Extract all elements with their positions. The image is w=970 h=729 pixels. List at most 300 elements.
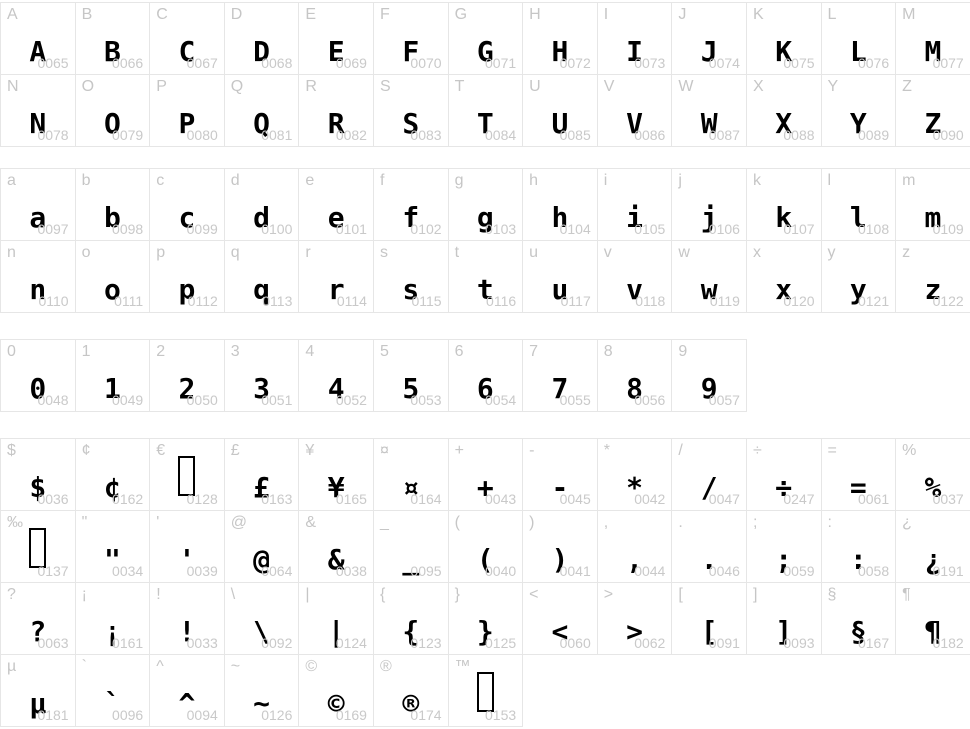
char-label: , <box>603 514 609 531</box>
glyph-cell-0060[interactable] <box>523 583 598 655</box>
glyph-cell-0128[interactable] <box>150 439 225 511</box>
glyph-cell-0118[interactable] <box>598 241 673 313</box>
char-label: + <box>454 442 464 459</box>
char-label: ¶ <box>902 586 911 603</box>
code-label: 0161 <box>112 635 144 651</box>
char-label: y <box>827 244 836 261</box>
code-label: 0079 <box>112 127 144 143</box>
glyph-cell-0137[interactable] <box>1 511 76 583</box>
code-label: 0124 <box>335 635 367 651</box>
pixel-glyph: _ <box>402 543 420 576</box>
glyph-cell-0163[interactable] <box>225 439 300 511</box>
glyph-cell-0100[interactable] <box>225 169 300 241</box>
char-label: ™ <box>454 658 471 675</box>
glyph-cell-0109[interactable] <box>896 169 970 241</box>
pixel-glyph: = <box>849 471 867 504</box>
glyph-cell-0058[interactable] <box>822 511 897 583</box>
pixel-glyph: ! <box>178 615 196 648</box>
code-label: 0120 <box>783 293 815 309</box>
char-label: % <box>902 442 917 459</box>
pixel-glyph: ¿ <box>924 543 942 576</box>
code-label: 0057 <box>708 392 740 408</box>
code-label: 0169 <box>335 707 367 723</box>
char-label: S <box>379 78 391 95</box>
char-label: V <box>603 78 615 95</box>
glyph-cell-0167[interactable] <box>822 583 897 655</box>
glyph-cell-0074[interactable] <box>672 3 747 75</box>
pixel-glyph: a <box>29 201 47 234</box>
char-label: C <box>156 6 168 23</box>
code-label: 0053 <box>410 392 442 408</box>
char-label: s <box>379 244 388 261</box>
pixel-glyph: i <box>626 201 643 234</box>
char-label: o <box>81 244 91 261</box>
glyph-cell-0039[interactable] <box>150 511 225 583</box>
code-label: 0125 <box>485 635 517 651</box>
code-label: 0074 <box>708 55 740 71</box>
char-label: e <box>305 172 315 189</box>
char-label: ( <box>454 514 460 531</box>
glyph-cell-0065[interactable] <box>1 3 76 75</box>
glyph-cell-0068[interactable] <box>225 3 300 75</box>
char-label: 9 <box>678 343 688 360</box>
pixel-glyph: § <box>849 615 867 648</box>
char-label: - <box>529 442 535 459</box>
glyph-cell-0056[interactable] <box>598 340 673 412</box>
glyph-cell-0048[interactable] <box>1 340 76 412</box>
glyph-cell-0047[interactable] <box>672 439 747 511</box>
char-label: H <box>529 6 541 23</box>
glyph-cell-0169[interactable] <box>299 655 374 727</box>
pixel-glyph: d <box>253 201 270 234</box>
glyph-cell-0165[interactable] <box>299 439 374 511</box>
code-label: 0099 <box>186 221 218 237</box>
pixel-glyph: P <box>178 107 196 140</box>
code-label: 0072 <box>559 55 591 71</box>
code-label: 0071 <box>485 55 517 71</box>
pixel-glyph: z <box>924 273 942 306</box>
glyph-cell-0038[interactable] <box>299 511 374 583</box>
pixel-glyph: D <box>253 35 270 68</box>
glyph-cell-0041[interactable] <box>523 511 598 583</box>
pixel-glyph: 0 <box>29 372 47 405</box>
code-label: 0054 <box>485 392 517 408</box>
glyph-cell-0083[interactable] <box>374 75 449 147</box>
pixel-glyph: k <box>775 201 793 234</box>
glyph-row <box>1 655 970 727</box>
char-label: { <box>379 586 386 603</box>
char-label: l <box>827 172 832 189</box>
code-label: 0075 <box>783 55 815 71</box>
glyph-cell-0122[interactable] <box>896 241 970 313</box>
glyph-cell-0066[interactable] <box>76 3 151 75</box>
code-label: 0123 <box>410 635 442 651</box>
char-label: ? <box>7 586 16 603</box>
glyph-cell-0036[interactable] <box>1 439 76 511</box>
pixel-glyph: , <box>626 543 643 576</box>
pixel-glyph: £ <box>253 471 270 504</box>
glyph-cell-0043[interactable] <box>449 439 524 511</box>
glyph-cell-0092[interactable] <box>225 583 300 655</box>
glyph-cell-0076[interactable] <box>822 3 897 75</box>
glyph-cell-0124[interactable] <box>299 583 374 655</box>
glyph-cell-0086[interactable] <box>598 75 673 147</box>
pixel-glyph: ÷ <box>775 471 793 504</box>
glyph-cell-0119[interactable] <box>672 241 747 313</box>
pixel-glyph: ? <box>29 615 47 648</box>
glyph-cell-0090[interactable] <box>896 75 970 147</box>
code-label: 0084 <box>485 127 517 143</box>
char-label: ; <box>752 514 758 531</box>
char-label: ' <box>156 514 160 531</box>
glyph-cell-0033[interactable] <box>150 583 225 655</box>
glyph-cell-0121[interactable] <box>822 241 897 313</box>
glyph-cell-0247[interactable] <box>747 439 822 511</box>
glyph-cell-0061[interactable] <box>822 439 897 511</box>
glyph-cell-0089[interactable] <box>822 75 897 147</box>
char-label: Y <box>827 78 839 95</box>
pixel-glyph: n <box>29 273 47 306</box>
code-label: 0052 <box>335 392 367 408</box>
pixel-glyph: x <box>775 273 793 306</box>
char-label: T <box>454 78 465 95</box>
code-label: 0191 <box>932 563 964 579</box>
glyph-cell-0080[interactable] <box>150 75 225 147</box>
char-label: : <box>827 514 832 531</box>
code-label: 0112 <box>187 293 218 309</box>
glyph-cell-0094[interactable] <box>150 655 225 727</box>
char-label: € <box>156 442 166 459</box>
char-label: A <box>7 6 18 23</box>
pixel-glyph: W <box>700 107 718 140</box>
pixel-glyph: / <box>700 471 718 504</box>
glyph-cell-0104[interactable] <box>523 169 598 241</box>
glyph-cell-0125[interactable] <box>449 583 524 655</box>
code-label: 0082 <box>335 127 367 143</box>
glyph-cell-0102[interactable] <box>374 169 449 241</box>
glyph-cell-0049[interactable] <box>76 340 151 412</box>
char-label: D <box>230 6 243 23</box>
code-label: 0077 <box>932 55 964 71</box>
char-label: X <box>752 78 764 95</box>
code-label: 0070 <box>410 55 442 71</box>
glyph-cell-0085[interactable] <box>523 75 598 147</box>
glyph-cell-0106[interactable] <box>672 169 747 241</box>
char-label: F <box>379 6 390 23</box>
glyph-cell-0078[interactable] <box>1 75 76 147</box>
char-label: § <box>827 586 837 603</box>
glyph-cell-0084[interactable] <box>449 75 524 147</box>
pixel-glyph: . <box>700 543 718 576</box>
glyph-cell-0091[interactable] <box>672 583 747 655</box>
char-label: N <box>7 78 19 95</box>
code-label: 0038 <box>335 563 367 579</box>
glyph-cell-0123[interactable] <box>374 583 449 655</box>
glyph-cell-0081[interactable] <box>225 75 300 147</box>
pixel-glyph: q <box>253 273 270 306</box>
glyph-cell-0040[interactable] <box>449 511 524 583</box>
code-label: 0113 <box>262 293 293 309</box>
glyph-cell-0096[interactable] <box>76 655 151 727</box>
pixel-glyph: r <box>327 273 345 306</box>
glyph-cell-0099[interactable] <box>150 169 225 241</box>
code-label: 0103 <box>485 221 517 237</box>
glyph-row <box>1 75 970 147</box>
code-label: 0045 <box>559 491 591 507</box>
char-label: M <box>902 6 916 23</box>
char-label: G <box>454 6 468 23</box>
char-label: . <box>678 514 683 531</box>
pixel-glyph: L <box>849 35 867 68</box>
pixel-glyph: m <box>924 201 942 234</box>
pixel-glyph: 3 <box>253 372 270 405</box>
glyph-cell-0059[interactable] <box>747 511 822 583</box>
char-label: k <box>752 172 761 189</box>
char-label: 8 <box>603 343 613 360</box>
pixel-glyph: I <box>626 35 643 68</box>
char-label: z <box>902 244 911 261</box>
char-label: 0 <box>7 343 16 360</box>
glyph-cell-0064[interactable] <box>225 511 300 583</box>
glyph-cell-0117[interactable] <box>523 241 598 313</box>
pixel-glyph: g <box>476 201 494 234</box>
notdef-box-glyph <box>178 456 195 496</box>
glyph-cell-0105[interactable] <box>598 169 673 241</box>
pixel-glyph: h <box>551 201 569 234</box>
char-label: R <box>305 78 317 95</box>
glyph-cell-0116[interactable] <box>449 241 524 313</box>
pixel-glyph: ( <box>476 543 494 576</box>
char-label: 6 <box>454 343 464 360</box>
char-label: | <box>305 586 310 603</box>
section-lowercase <box>0 168 970 313</box>
code-label: 0110 <box>38 293 69 309</box>
pixel-glyph: 7 <box>551 372 569 405</box>
pixel-glyph: } <box>476 615 494 648</box>
code-label: 0095 <box>410 563 442 579</box>
code-label: 0111 <box>114 293 144 309</box>
char-label: © <box>305 658 318 675</box>
char-label: ^ <box>156 658 164 675</box>
char-label: ‰ <box>7 514 23 531</box>
pixel-glyph: " <box>103 543 121 576</box>
glyph-cell-0057[interactable] <box>672 340 747 412</box>
glyph-cell-0087[interactable] <box>672 75 747 147</box>
code-label: 0114 <box>336 293 367 309</box>
char-label: w <box>678 244 690 261</box>
glyph-cell-0182[interactable] <box>896 583 970 655</box>
glyph-cell-0108[interactable] <box>822 169 897 241</box>
glyph-cell-0053[interactable] <box>374 340 449 412</box>
code-label: 0069 <box>335 55 367 71</box>
code-label: 0065 <box>37 55 69 71</box>
char-label: b <box>81 172 91 189</box>
glyph-cell-0046[interactable] <box>672 511 747 583</box>
glyph-cell-0162[interactable] <box>76 439 151 511</box>
char-label: * <box>603 442 610 459</box>
section-symbols <box>0 438 970 727</box>
pixel-glyph: V <box>626 107 643 140</box>
pixel-glyph: U <box>551 107 569 140</box>
glyph-cell-0055[interactable] <box>523 340 598 412</box>
pixel-glyph: Q <box>253 107 270 140</box>
glyph-cell-0054[interactable] <box>449 340 524 412</box>
glyph-row <box>1 340 747 412</box>
pixel-glyph: M <box>924 35 942 68</box>
char-label: O <box>81 78 95 95</box>
glyph-cell-0067[interactable] <box>150 3 225 75</box>
pixel-glyph: H <box>551 35 569 68</box>
code-label: 0098 <box>112 221 144 237</box>
glyph-cell-0098[interactable] <box>76 169 151 241</box>
pixel-glyph: ] <box>775 615 793 648</box>
code-label: 0091 <box>708 635 740 651</box>
glyph-cell-0070[interactable] <box>374 3 449 75</box>
code-label: 0164 <box>410 491 442 507</box>
char-label: Z <box>902 78 912 95</box>
glyph-cell-0093[interactable] <box>747 583 822 655</box>
glyph-cell-0097[interactable] <box>1 169 76 241</box>
char-label: d <box>230 172 240 189</box>
glyph-cell-0110[interactable] <box>1 241 76 313</box>
notdef-box-glyph <box>29 528 46 568</box>
glyph-cell-0075[interactable] <box>747 3 822 75</box>
code-label: 0102 <box>410 221 442 237</box>
glyph-cell-0045[interactable] <box>523 439 598 511</box>
char-label: u <box>529 244 539 261</box>
glyph-cell-0115[interactable] <box>374 241 449 313</box>
code-label: 0122 <box>932 293 964 309</box>
glyph-cell-0181[interactable] <box>1 655 76 727</box>
glyph-cell-0072[interactable] <box>523 3 598 75</box>
glyph-cell-0063[interactable] <box>1 583 76 655</box>
pixel-glyph: ; <box>775 543 793 576</box>
pixel-glyph: F <box>402 35 420 68</box>
glyph-cell-0120[interactable] <box>747 241 822 313</box>
code-label: 0043 <box>485 491 517 507</box>
glyph-cell-0062[interactable] <box>598 583 673 655</box>
char-label: K <box>752 6 764 23</box>
code-label: 0089 <box>857 127 890 143</box>
glyph-cell-0161[interactable] <box>76 583 151 655</box>
glyph-cell-0107[interactable] <box>747 169 822 241</box>
glyph-cell-0071[interactable] <box>449 3 524 75</box>
glyph-cell-0114[interactable] <box>299 241 374 313</box>
code-label: 0068 <box>261 55 293 71</box>
char-label: a <box>7 172 16 189</box>
glyph-cell-0191[interactable] <box>896 511 970 583</box>
pixel-glyph: © <box>327 687 345 720</box>
char-label: f <box>379 172 385 189</box>
pixel-glyph: ` <box>103 687 121 720</box>
glyph-cell-0113[interactable] <box>225 241 300 313</box>
glyph-cell-0164[interactable] <box>374 439 449 511</box>
code-label: 0044 <box>634 563 666 579</box>
char-label: = <box>827 442 837 459</box>
glyph-cell-0174[interactable] <box>374 655 449 727</box>
pixel-glyph: l <box>849 201 867 234</box>
glyph-cell-0052[interactable] <box>299 340 374 412</box>
pixel-glyph: v <box>626 273 643 306</box>
glyph-cell-0153[interactable] <box>449 655 524 727</box>
code-label: 0041 <box>559 563 591 579</box>
pixel-glyph: ¶ <box>924 615 942 648</box>
pixel-glyph: 1 <box>103 372 121 405</box>
glyph-cell-0082[interactable] <box>299 75 374 147</box>
glyph-cell-0050[interactable] <box>150 340 225 412</box>
pixel-glyph: 8 <box>626 372 643 405</box>
code-label: 0039 <box>186 563 218 579</box>
code-label: 0153 <box>485 707 517 723</box>
glyph-cell-0088[interactable] <box>747 75 822 147</box>
code-label: 0126 <box>261 707 293 723</box>
code-label: 0117 <box>560 293 591 309</box>
pixel-glyph: ¤ <box>402 471 420 504</box>
code-label: 0059 <box>783 563 815 579</box>
glyph-cell-0044[interactable] <box>598 511 673 583</box>
pixel-glyph: ® <box>402 687 420 720</box>
glyph-cell-0111[interactable] <box>76 241 151 313</box>
glyph-cell-0073[interactable] <box>598 3 673 75</box>
char-label: r <box>305 244 311 261</box>
code-label: 0058 <box>857 563 890 579</box>
notdef-box-glyph <box>477 672 494 712</box>
pixel-glyph: o <box>103 273 121 306</box>
code-label: 0163 <box>261 491 293 507</box>
code-label: 0083 <box>410 127 442 143</box>
glyph-cell-0095[interactable] <box>374 511 449 583</box>
glyph-cell-0103[interactable] <box>449 169 524 241</box>
glyph-cell-0101[interactable] <box>299 169 374 241</box>
code-label: 0247 <box>783 491 815 507</box>
char-label: ¿ <box>902 514 912 531</box>
glyph-cell-0079[interactable] <box>76 75 151 147</box>
char-label: j <box>678 172 682 189</box>
char-label: ) <box>529 514 535 531</box>
code-label: 0051 <box>261 392 293 408</box>
code-label: 0100 <box>261 221 293 237</box>
pixel-glyph: | <box>327 615 345 648</box>
glyph-cell-0112[interactable] <box>150 241 225 313</box>
code-label: 0047 <box>708 491 740 507</box>
glyph-cell-0034[interactable] <box>76 511 151 583</box>
char-label: [ <box>678 586 683 603</box>
code-label: 0042 <box>634 491 666 507</box>
pixel-glyph: N <box>29 107 47 140</box>
code-label: 0063 <box>37 635 69 651</box>
pixel-glyph: E <box>327 35 345 68</box>
char-label: $ <box>7 442 16 459</box>
pixel-glyph: y <box>849 273 867 306</box>
char-label: h <box>529 172 539 189</box>
glyph-cell-0042[interactable] <box>598 439 673 511</box>
code-label: 0167 <box>857 635 890 651</box>
glyph-row <box>1 511 970 583</box>
pixel-glyph: t <box>476 273 494 306</box>
char-label: J <box>678 6 687 23</box>
char-label: U <box>529 78 541 95</box>
char-label: ` <box>81 658 87 675</box>
glyph-cell-0037[interactable] <box>896 439 970 511</box>
glyph-cell-0077[interactable] <box>896 3 970 75</box>
pixel-glyph: s <box>402 273 420 306</box>
glyph-cell-0126[interactable] <box>225 655 300 727</box>
char-label: ® <box>379 658 392 675</box>
glyph-cell-0051[interactable] <box>225 340 300 412</box>
glyph-cell-0069[interactable] <box>299 3 374 75</box>
code-label: 0067 <box>186 55 218 71</box>
char-label: / <box>678 442 683 459</box>
